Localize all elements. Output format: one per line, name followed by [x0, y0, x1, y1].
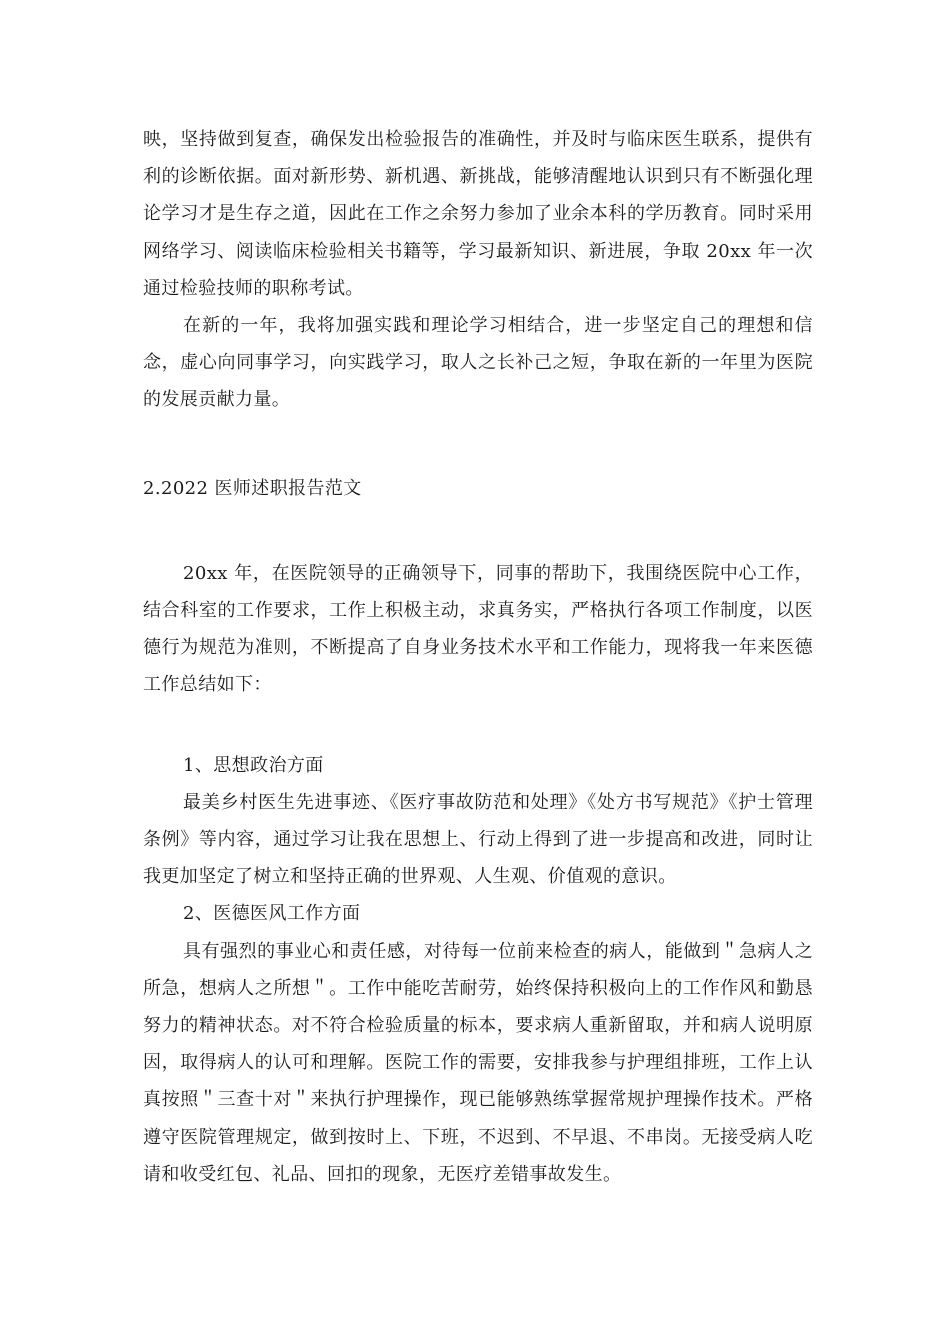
subsection-title-1: 1、思想政治方面 [183, 754, 324, 776]
spacer [143, 507, 813, 555]
subsection-title-2: 2、医德医风工作方面 [183, 903, 361, 925]
spacer [143, 704, 813, 747]
spacer [143, 419, 813, 470]
subsection-text-1: 最美乡村医生先进事迹、《医疗事故防范和处理》《处方书写规范》《护士管理条例》等内容，通过学习让我在思想上、行动上得到了进一步提高和改进，同时让我更加坚定了树立和坚持正确的世界观、人生观、价值观的意识。 [143, 791, 813, 888]
paragraph-continuation: 映，坚持做到复查，确保发出检验报告的准确性，并及时与临床医生联系，提供有利的诊断依据。面对新形势、新机遇、新挑战，能够清醒地认识到只有不断强化理论学习才是生存之道，因此在工作之余努力参加了业余本科的学历教育。同时采用网络学习、阅读临床检验相关书籍等，学习最新知识、新进展，争取 20xx 年一次通过检验技师的职称考试。 [143, 129, 813, 299]
subsection-text-2: 具有强烈的事业心和责任感，对待每一位前来检查的病人，能做到＂急病人之所急，想病人之所想＂。工作中能吃苦耐劳，始终保持积极向上的工作作风和勤恳努力的精神状态。对不符合检验质量的标本，要求病人重新留取，并和病人说明原因，取得病人的认可和理解。医院工作的需要，安排我参与护理组排班，工作上认真按照＂三查十对＂来执行护理操作，现已能够熟练掌握常规护理操作技术。严格遵守医院管理规定，做到按时上、下班，不迟到、不早退、不串岗。无接受病人吃请和收受红包、礼品、回扣的现象，无医疗差错事故发生。 [143, 940, 813, 1185]
paragraph-intro: 20xx 年，在医院领导的正确领导下，同事的帮助下，我围绕医院中心工作，结合科室的工作要求，工作上积极主动，求真务实，严格执行各项工作制度，以医德行为规范为准则，不断提高了自身业务技术水平和工作能力，现将我一年来医德工作总结如下： [143, 562, 813, 696]
section-title: 2.2022 医师述职报告范文 [143, 477, 362, 499]
document-body [143, 121, 813, 1193]
paragraph-new-year: 在新的一年，我将加强实践和理论学习相结合，进一步坚定自己的理想和信念，虚心向同事学习，向实践学习，取人之长补己之短，争取在新的一年里为医院的发展贡献力量。 [143, 315, 813, 411]
